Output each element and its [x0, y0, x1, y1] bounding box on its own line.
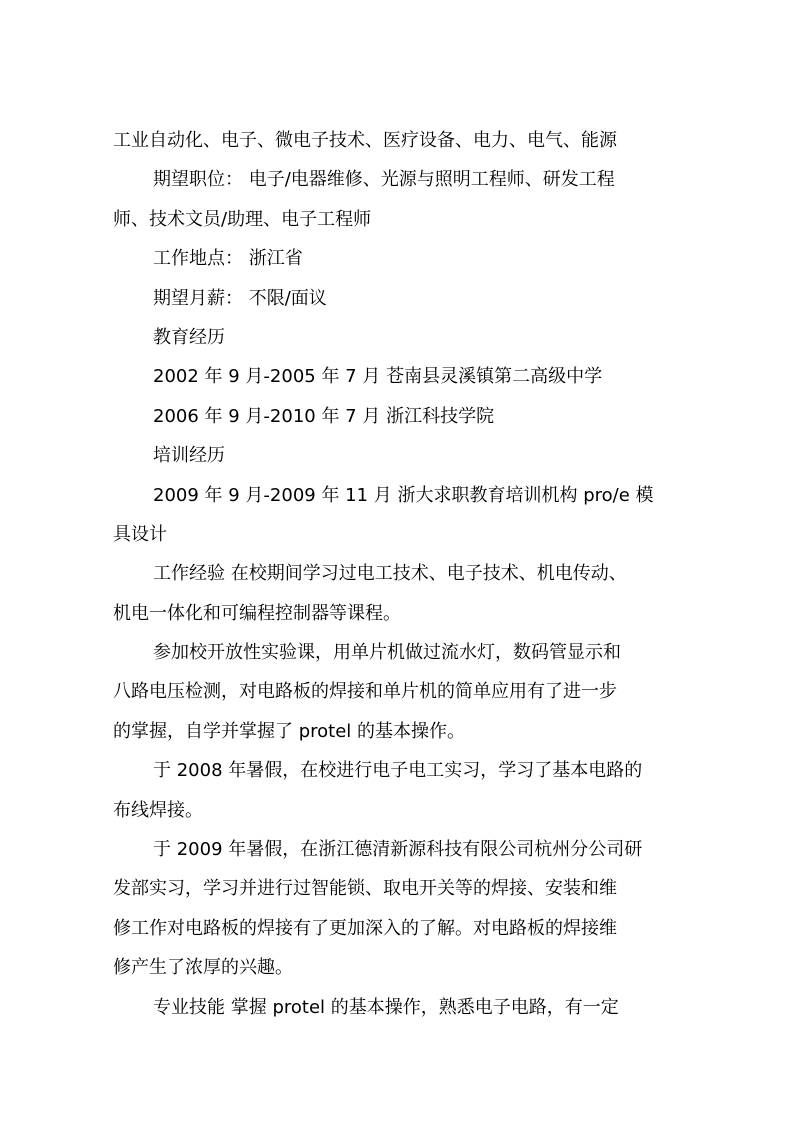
- text-line: 2006 年 9 月-2010 年 7 月 浙江科技学院: [153, 405, 495, 427]
- text-line: 期望月薪： 不限/面议: [153, 287, 327, 309]
- text-line: 具设计: [113, 523, 167, 545]
- text-line: 2002 年 9 月-2005 年 7 月 苍南县灵溪镇第二高级中学: [153, 366, 603, 388]
- text-line: 布线焊接。: [113, 799, 203, 821]
- text-line: 发部实习，学习并进行过智能锁、取电开关等的焊接、安装和维: [113, 878, 617, 900]
- text-line: 教育经历: [153, 326, 225, 348]
- text-line: 于 2008 年暑假，在校进行电子电工实习，学习了基本电路的: [153, 760, 643, 782]
- document-body: [113, 121, 683, 1027]
- text-line: 工作经验 在校期间学习过电工技术、电子技术、机电传动、: [153, 563, 627, 585]
- text-line: 八路电压检测，对电路板的焊接和单片机的简单应用有了进一步: [113, 681, 617, 703]
- text-line: 于 2009 年暑假，在浙江德清新源科技有限公司杭州分公司研: [153, 839, 643, 861]
- text-line: 专业技能 掌握 protel 的基本操作，熟悉电子电路，有一定: [153, 996, 619, 1018]
- text-line: 2009 年 9 月-2009 年 11 月 浙大求职教育培训机构 pro/e 模: [153, 484, 654, 506]
- text-line: 参加校开放性实验课，用单片机做过流水灯，数码管显示和: [153, 642, 621, 664]
- text-line: 师、技术文员/助理、电子工程师: [113, 208, 372, 230]
- text-line: 工业自动化、电子、微电子技术、医疗设备、电力、电气、能源: [113, 130, 617, 151]
- text-line: 的掌握，自学并掌握了 protel 的基本操作。: [113, 720, 466, 742]
- text-line: 机电一体化和可编程控制器等课程。: [113, 602, 401, 624]
- text-line: 修产生了浓厚的兴趣。: [113, 957, 293, 979]
- text-line: 工作地点： 浙江省: [153, 248, 303, 270]
- text-line: 期望职位： 电子/电器维修、光源与照明工程师、研发工程: [153, 169, 615, 191]
- text-line: 修工作对电路板的焊接有了更加深入的了解。对电路板的焊接维: [113, 917, 617, 939]
- text-line: 培训经历: [153, 445, 225, 467]
